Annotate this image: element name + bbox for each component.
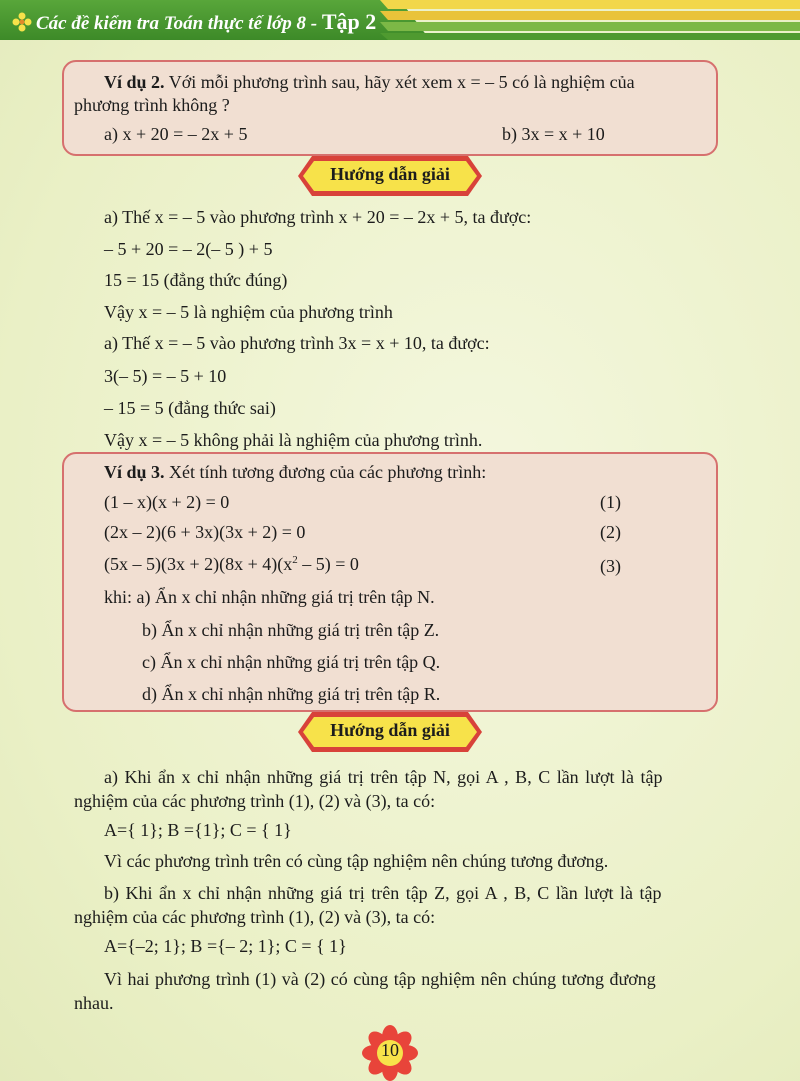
guide-banner-label: Hướng dẫn giải — [330, 720, 450, 740]
solution-2-line-1: a) Thế x = – 5 vào phương trình x + 20 = – 2x + 5, ta được: — [104, 207, 532, 227]
guide-banner-label: Hướng dẫn giải — [330, 164, 450, 184]
case-b: b) Ẩn x chỉ nhận những giá trị trên tập Z. — [142, 620, 440, 640]
guide-banner-2 — [298, 712, 482, 752]
page-number: 10 — [381, 1040, 399, 1060]
equation-3: $(5x - 5)(3x + 2)(8x + 4)(x^2 - 5) = 0$ — [104, 554, 359, 574]
solution-2-line-6: 3(– 5) = – 5 + 10 — [104, 366, 227, 386]
page-header — [0, 0, 800, 50]
guide-banner-1 — [298, 156, 482, 196]
example-2-part-b: b) 3x = x + 10 — [502, 124, 605, 144]
solution-3a-line-1: a) Khi ẩn x chỉ nhận những giá trị trên tập N, gọi A , B, C lần lượt là tập — [104, 767, 663, 787]
equation-3-number: (3) — [600, 556, 621, 576]
solution-2-line-3: 15 = 15 (đẳng thức đúng) — [104, 270, 288, 290]
solution-2-line-5: a) Thế x = – 5 vào phương trình 3x = x + 10, ta được: — [104, 333, 490, 353]
solution-3a-conclusion: Vì các phương trình trên có cùng tập nghiệm nên chúng tương đương. — [104, 851, 609, 871]
case-a: khi: a) Ẩn x chỉ nhận những giá trị trên tập N. — [104, 587, 435, 607]
solution-3b-sets: A={–2; 1}; B ={– 2; 1}; C = { 1} — [104, 936, 347, 956]
solution-2-line-4: Vậy x = – 5 là nghiệm của phương trình — [104, 302, 393, 322]
solution-2-line-2: – 5 + 20 = – 2(– 5 ) + 5 — [104, 239, 273, 259]
case-c: c) Ẩn x chỉ nhận những giá trị trên tập Q. — [142, 652, 441, 672]
case-d: d) Ẩn x chỉ nhận những giá trị trên tập R. — [142, 684, 441, 704]
solution-3a-line-2: nghiệm của các phương trình (1), (2) và (3), ta có: — [74, 791, 436, 811]
equation-1-number: (1) — [600, 492, 621, 512]
header-title: Các đề kiểm tra Toán thực tế lớp 8 - Tập 2 — [36, 9, 377, 34]
solution-2-line-7: – 15 = 5 (đẳng thức sai) — [104, 398, 276, 418]
flower-icon — [12, 12, 32, 32]
equation-1: (1 – x)(x + 2) = 0 — [104, 492, 230, 512]
example-3-question: Ví dụ 3. Xét tính tương đương của các phương trình: — [104, 462, 487, 482]
example-2-question-line-1: Ví dụ 2. Với mỗi phương trình sau, hãy xét xem x = – 5 có là nghiệm của — [104, 72, 635, 92]
solution-3a-sets: A={ 1}; B ={1}; C = { 1} — [104, 820, 292, 840]
example-2-question-line-2: phương trình không ? — [74, 95, 230, 115]
solution-3b-line-1: b) Khi ẩn x chỉ nhận những giá trị trên tập Z, gọi A , B, C lần lượt là tập — [104, 883, 662, 903]
equation-2-number: (2) — [600, 522, 621, 542]
solution-2-line-8: Vậy x = – 5 không phải là nghiệm của phương trình. — [104, 430, 483, 450]
header-volume: Tập 2 — [321, 9, 377, 34]
solution-3b-conclusion-line-1: Vì hai phương trình (1) và (2) có cùng tập nghiệm nên chúng tương đương — [104, 969, 656, 989]
equation-2: (2x – 2)(6 + 3x)(3x + 2) = 0 — [104, 522, 306, 542]
solution-3b-line-2: nghiệm của các phương trình (1), (2) và (3), ta có: — [74, 907, 436, 927]
example-2-part-a: a) x + 20 = – 2x + 5 — [104, 124, 248, 144]
solution-3b-conclusion-line-2: nhau. — [74, 993, 114, 1013]
